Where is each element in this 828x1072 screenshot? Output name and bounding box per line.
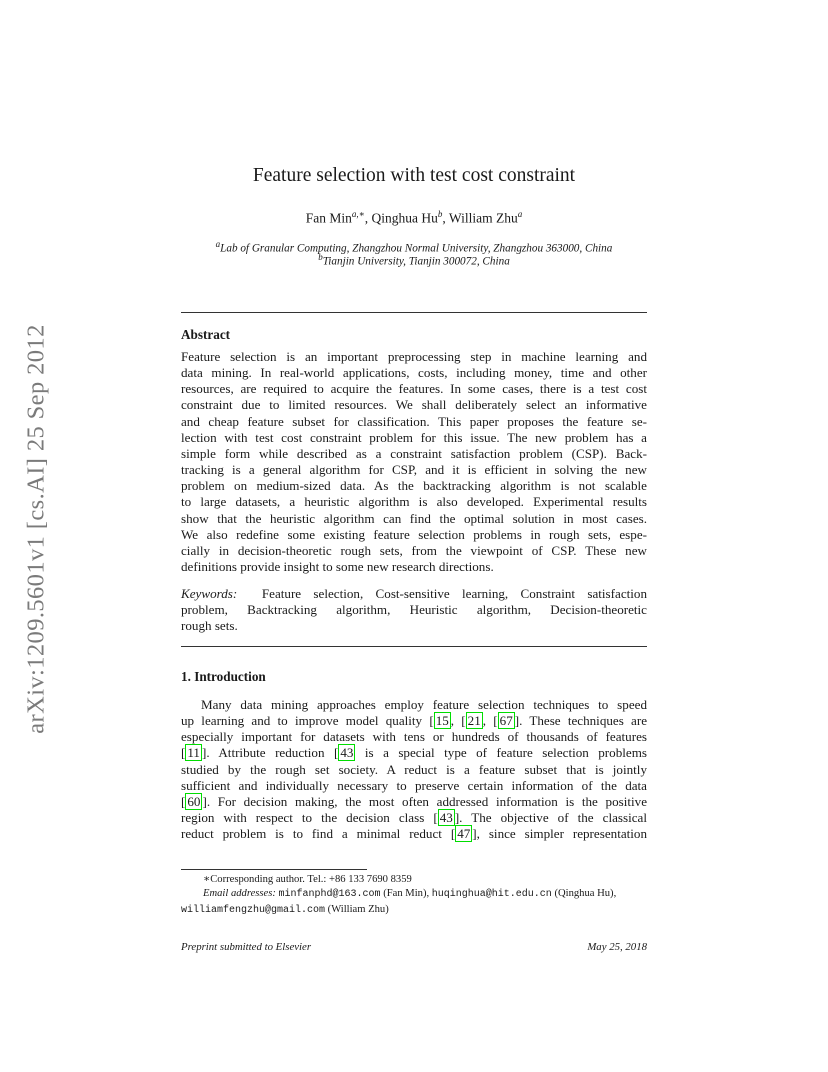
citation-link[interactable]: 43 xyxy=(340,745,354,761)
email-owner: (William Zhu) xyxy=(325,904,389,915)
keywords-line xyxy=(181,602,647,618)
abstract-line: and cheap feature subset for classification. This paper proposes the feature se- xyxy=(181,413,647,429)
introduction-line: [ 11 ]. Attribute reduction [ 43 is a special type of feature selection problems xyxy=(181,745,647,761)
author-list: Fan Min$^{a,∗}$, Qinghua Hu$^b$, William Zhu$^a$ xyxy=(305,209,523,226)
abstract-line: problem on medium-sized data. As the backtracking algorithm is not scalable xyxy=(181,478,647,494)
bottom-rule xyxy=(181,646,647,647)
email-link-zhu[interactable]: williamfengzhu@gmail.com xyxy=(181,905,326,916)
citation-link[interactable]: 15 xyxy=(435,713,449,729)
introduction-line: studied by the rough set society. A reduct is a feature subset that is jointly xyxy=(181,761,647,777)
footer-date: May 25, 2018 xyxy=(587,941,647,953)
keywords-line xyxy=(181,618,647,634)
introduction-line: reduct problem is to find a minimal reduct [ 47 ], since simpler representation xyxy=(181,826,648,842)
abstract-line: show that the heuristic algorithm can find the optimal solution in most cases. xyxy=(181,510,647,526)
abstract-line: constraint due to limited resources. We shall deliberately select an informative xyxy=(181,397,647,413)
introduction-line: region with respect to the decision class [ 43 ]. The objective of the classical xyxy=(181,810,647,826)
author-sup: b xyxy=(437,209,443,219)
keywords-text: rough sets. xyxy=(181,618,238,634)
arxiv-stamp xyxy=(14,298,60,760)
citation-link[interactable]: 43 xyxy=(439,810,453,826)
email-owner: (Fan Min), xyxy=(380,888,432,899)
author-name: William Zhu xyxy=(448,210,518,226)
email-link-hu[interactable]: huqinghua@hit.edu.cn xyxy=(431,889,552,900)
introduction-line: especially important for datasets with tens or hundreds of thousands of features xyxy=(181,729,647,745)
email-label: Email addresses: xyxy=(203,888,276,899)
affiliation-text: Tianjin University, Tianjin 300072, China xyxy=(322,255,510,268)
abstract-line: Feature selection is an important preprocessing step in machine learning and xyxy=(181,349,647,364)
introduction-line: up learning and to improve model quality [ 15 , [ 21 , [ 67 ]. These techniques are xyxy=(181,713,648,729)
abstract-line: to large datasets, a heuristic algorithm is also developed. Experimental results xyxy=(181,494,647,510)
citation-link[interactable]: 47 xyxy=(457,826,471,842)
arxiv-stamp-text: arXiv:1209.5601v1 [cs.AI] 25 Sep 2012 xyxy=(23,324,50,734)
author-name: Fan Min xyxy=(305,210,352,226)
section-heading-introduction: 1. Introduction xyxy=(181,669,266,684)
top-rule xyxy=(181,312,647,313)
author-name: Qinghua Hu xyxy=(371,210,438,226)
paper-title: Feature selection with test cost constraint xyxy=(252,165,576,186)
keywords-label: Keywords: xyxy=(181,586,238,601)
affiliation-sup: b xyxy=(318,252,323,262)
citation-link[interactable]: 21 xyxy=(467,713,481,729)
keywords-text: Feature selection, Cost-sensitive learning, Constraint satisfaction xyxy=(261,586,648,601)
citation-link[interactable]: 11 xyxy=(187,745,200,761)
keywords-text: problem, Backtracking algorithm, Heuristic algorithm, Decision-theoretic xyxy=(181,602,647,618)
affiliation-sup: a xyxy=(215,239,221,249)
citation-link[interactable]: 67 xyxy=(499,713,513,729)
email-owner: (Qinghua Hu), xyxy=(551,888,617,899)
abstract-line: lection with test cost constraint problem for this issue. The new problem has a xyxy=(181,429,647,445)
footnote-corresponding xyxy=(181,872,651,887)
abstract-line: cially in decision-theoretic rough sets, from the viewpoint of CSP. These new xyxy=(181,542,647,558)
affiliation-b xyxy=(0,252,828,268)
introduction-line: sufficient and individually necessary to preserve certain information of the data xyxy=(181,777,647,793)
keywords-line xyxy=(181,586,647,602)
abstract-line: We also redefine some existing feature selection problems in rough sets, espe- xyxy=(181,526,647,542)
introduction-line: [ 60 ]. For decision making, the most often addressed information is the positive xyxy=(181,793,647,809)
footer-preprint: Preprint submitted to Elsevier xyxy=(181,941,312,953)
footnote-emails xyxy=(181,886,651,918)
author-sup: a xyxy=(517,209,523,219)
abstract-line: definitions provide insight to some new research directions. xyxy=(181,559,494,575)
abstract-line: resources, are required to acquire the features. In some cases, there is a test cost xyxy=(181,381,647,397)
citation-link[interactable]: 60 xyxy=(187,793,201,809)
author-sup: a,∗ xyxy=(351,209,365,219)
footnote-corresponding-text: ∗Corresponding author. Tel.: +86 133 7690 8359 xyxy=(203,874,412,885)
abstract-body xyxy=(181,349,647,575)
introduction-body xyxy=(181,697,647,842)
abstract-line: tracking is a general algorithm for CSP, and it is efficient in solving the new xyxy=(181,462,647,478)
email-link-min[interactable]: minfanphd@163.com xyxy=(278,889,381,900)
footnote-rule xyxy=(181,869,367,870)
abstract-heading: Abstract xyxy=(181,327,231,342)
abstract-line: simple form while described as a constraint satisfaction problem (CSP). Back- xyxy=(181,445,647,461)
keywords xyxy=(181,586,647,634)
affiliation-text: Lab of Granular Computing, Zhangzhou Normal University, Zhangzhou 363000, China xyxy=(220,242,613,255)
abstract-line: data mining. In real-world applications, costs, including money, time and other xyxy=(181,365,647,381)
introduction-line: Many data mining approaches employ feature selection techniques to speed xyxy=(201,697,647,712)
